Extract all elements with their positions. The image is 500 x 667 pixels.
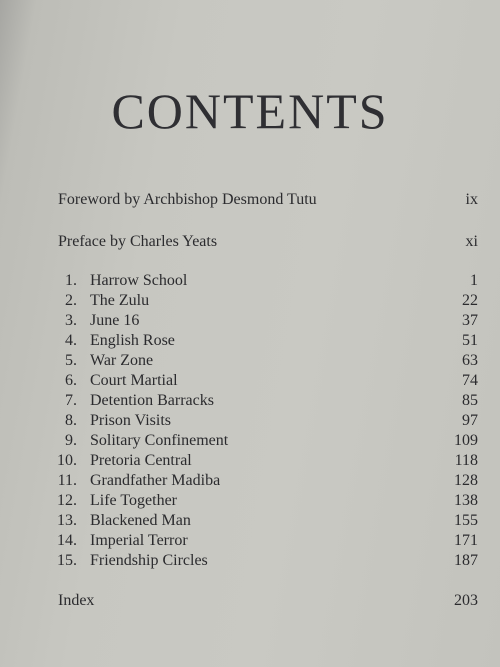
chapter-title: Court Martial	[90, 372, 178, 389]
chapter-page: 51	[462, 332, 478, 349]
chapter-number: 9.	[65, 432, 77, 449]
chapter-title: War Zone	[90, 352, 154, 369]
chapter-title: Detention Barracks	[90, 392, 214, 409]
chapter-page: 138	[454, 492, 478, 509]
chapter-number: 11.	[57, 472, 77, 489]
chapter-page: 118	[454, 452, 478, 469]
chapter-page: 63	[462, 352, 478, 369]
chapter-page: 85	[462, 392, 478, 409]
chapter-page: 97	[462, 412, 478, 429]
chapter-title: English Rose	[90, 332, 175, 349]
toc-entry-page: ix	[465, 191, 478, 208]
chapter-number: 2.	[65, 292, 77, 309]
chapter-page: 171	[454, 532, 478, 549]
chapter-title: Harrow School	[90, 272, 188, 289]
chapter-number: 13.	[57, 512, 77, 529]
chapter-page: 128	[454, 472, 478, 489]
chapter-number: 3.	[65, 312, 77, 329]
chapter-number: 1.	[65, 272, 77, 289]
toc-entry-page: xi	[465, 233, 478, 250]
chapter-page: 1	[470, 272, 478, 289]
chapter-number: 10.	[57, 452, 77, 469]
toc-entry-label: Preface by Charles Yeats	[58, 233, 218, 250]
chapter-title: Pretoria Central	[90, 452, 192, 469]
chapter-title: Prison Visits	[90, 412, 171, 429]
chapter-title: Friendship Circles	[90, 552, 208, 569]
chapter-page: 22	[462, 292, 478, 309]
chapter-number: 15.	[57, 552, 77, 569]
chapter-number: 12.	[57, 492, 77, 509]
toc-entry-page: 203	[454, 592, 478, 609]
chapter-page: 155	[454, 512, 478, 529]
chapter-number: 8.	[65, 412, 77, 429]
chapter-page: 74	[462, 372, 478, 389]
chapter-title: The Zulu	[90, 292, 150, 309]
chapter-number: 6.	[65, 372, 77, 389]
chapter-page: 109	[454, 432, 478, 449]
chapter-number: 5.	[65, 352, 77, 369]
chapter-title: Blackened Man	[90, 512, 191, 529]
chapter-number: 14.	[57, 532, 77, 549]
toc-entry-label: Index	[58, 592, 95, 609]
chapter-title: Grandfather Madiba	[90, 472, 221, 489]
chapter-title: Life Together	[90, 492, 177, 509]
chapter-title: Solitary Confinement	[90, 432, 229, 449]
toc-entry-label: Foreword by Archbishop Desmond Tutu	[58, 191, 317, 208]
chapter-page: 187	[454, 552, 478, 569]
page-title: CONTENTS	[111, 83, 389, 139]
chapter-number: 7.	[65, 392, 77, 409]
chapter-page: 37	[462, 312, 478, 329]
chapter-number: 4.	[65, 332, 77, 349]
chapter-title: June 16	[90, 312, 140, 329]
chapter-title: Imperial Terror	[90, 532, 188, 549]
